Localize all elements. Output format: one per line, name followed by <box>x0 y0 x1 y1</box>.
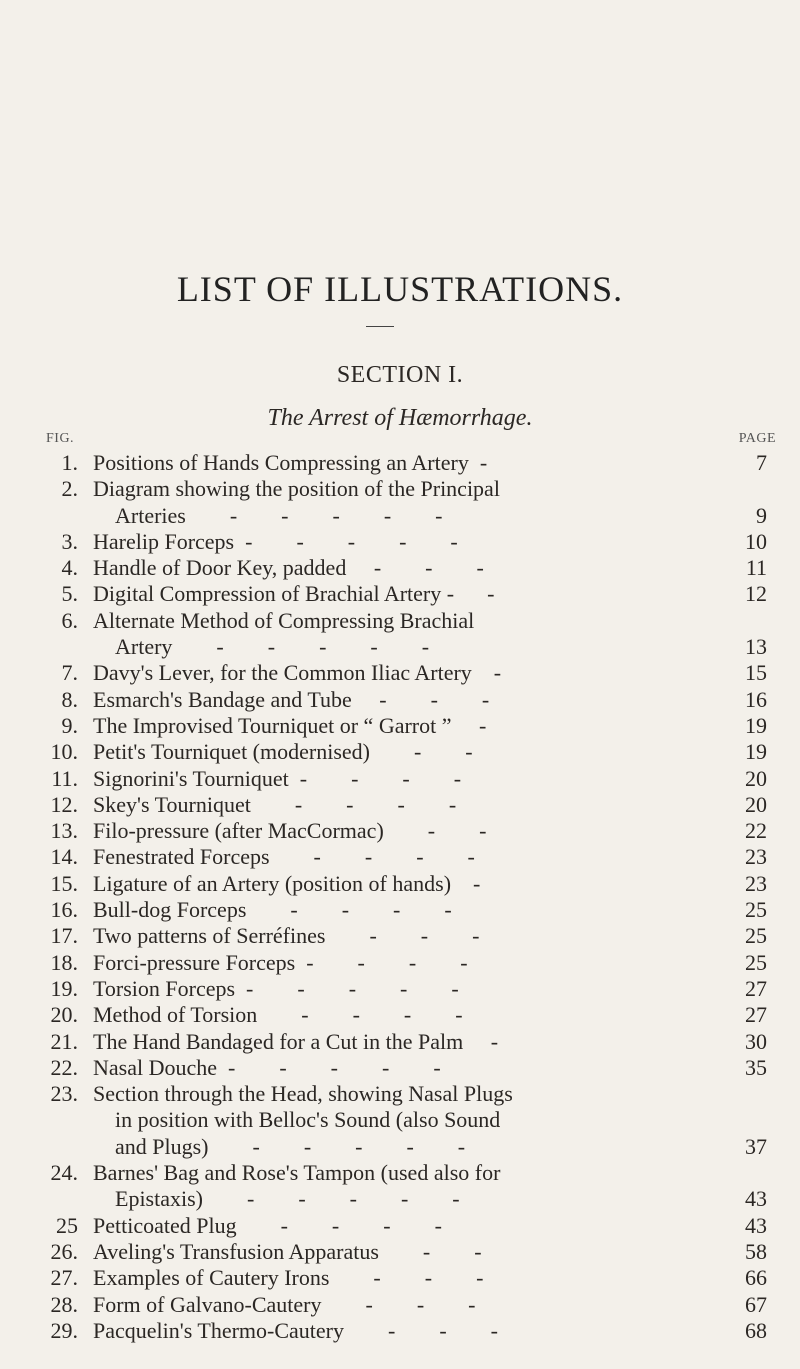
page-number: 68 <box>745 1317 767 1343</box>
list-item <box>0 476 800 529</box>
divider-rule <box>366 326 394 327</box>
list-item <box>0 1055 800 1081</box>
figure-number: 13. <box>50 818 78 844</box>
list-item <box>0 766 800 792</box>
figure-number: 8. <box>61 686 78 712</box>
figure-title-line: Form of Galvano-Cautery - - - <box>93 1291 476 1317</box>
list-item <box>0 1318 800 1344</box>
list-item <box>0 818 800 844</box>
figure-number: 25 <box>56 1212 78 1238</box>
figure-number: 1. <box>61 450 78 475</box>
page-number: 66 <box>745 1265 767 1291</box>
figure-number: 11. <box>51 765 78 791</box>
figure-number: 4. <box>61 555 78 581</box>
section-heading: SECTION I. <box>336 362 464 388</box>
page-number: 58 <box>745 1238 767 1264</box>
figure-number: 14. <box>50 844 78 870</box>
figure-title-line: Examples of Cautery Irons - - - <box>93 1265 484 1291</box>
list-item <box>0 1002 800 1028</box>
fig-column-header: FIG. <box>46 431 75 446</box>
figure-title-line: Handle of Door Key, padded - - - <box>93 555 484 581</box>
list-item <box>0 1029 800 1055</box>
list-item <box>0 1160 800 1213</box>
figure-title-line: Pacquelin's Thermo-Cautery - - - <box>93 1317 498 1343</box>
figure-number: 28. <box>50 1291 78 1317</box>
figure-number: 18. <box>50 949 78 975</box>
page-number: 22 <box>745 818 767 844</box>
figure-title-line: Bull-dog Forceps - - - - <box>93 897 452 923</box>
figure-title-line: The Hand Bandaged for a Cut in the Palm - <box>93 1028 499 1054</box>
page-number: 37 <box>745 1133 767 1159</box>
figure-title-line: Skey's Tourniquet - - - - <box>93 791 457 817</box>
list-item <box>0 1239 800 1265</box>
page-number: 30 <box>745 1028 767 1054</box>
page-number: 35 <box>745 1054 767 1080</box>
page-number: 7 <box>756 450 767 475</box>
figure-number: 10. <box>50 739 78 765</box>
page-number: 13 <box>745 634 767 660</box>
list-item <box>0 871 800 897</box>
figure-title-line: Two patterns of Serréfines - - - <box>93 923 480 949</box>
list-item <box>0 739 800 765</box>
figure-number: 7. <box>61 660 78 686</box>
page-number: 23 <box>745 870 767 896</box>
page-number: 19 <box>745 712 767 738</box>
figure-title-line: Digital Compression of Brachial Artery - - <box>93 581 495 607</box>
page-number: 67 <box>745 1291 767 1317</box>
list-item <box>0 897 800 923</box>
list-item <box>0 923 800 949</box>
list-item <box>0 1265 800 1291</box>
figure-title-line: in position with Belloc's Sound (also Sound <box>115 1107 501 1133</box>
figure-title-line: Fenestrated Forceps - - - - <box>93 844 475 870</box>
figure-title-line: Epistaxis) - - - - - <box>115 1186 460 1212</box>
figure-number: 15. <box>50 870 78 896</box>
page-number: 25 <box>745 897 767 923</box>
figure-title-line: Torsion Forceps - - - - - <box>93 975 459 1001</box>
figure-number: 3. <box>61 528 78 554</box>
figure-number: 22. <box>50 1054 78 1080</box>
figure-title-line: Filo-pressure (after MacCormac) - - <box>93 818 487 844</box>
figure-number: 9. <box>61 712 78 738</box>
figure-title-line: Diagram showing the position of the Principal <box>93 476 500 502</box>
list-item <box>0 529 800 555</box>
figure-title-line: Section through the Head, showing Nasal Plugs <box>93 1081 513 1107</box>
list-item <box>0 660 800 686</box>
figure-number: 16. <box>50 897 78 923</box>
list-item <box>0 844 800 870</box>
list-item <box>0 608 800 661</box>
figure-number: 2. <box>61 476 78 502</box>
figure-title-line: Arteries - - - - - <box>115 502 443 528</box>
figure-title-line: Signorini's Tourniquet - - - - <box>93 765 462 791</box>
list-item <box>0 555 800 581</box>
page-number: 43 <box>745 1212 767 1238</box>
page-number: 10 <box>745 528 767 554</box>
page-number: 25 <box>745 923 767 949</box>
figure-number: 12. <box>50 791 78 817</box>
figure-title-line: Method of Torsion - - - - <box>93 1002 463 1028</box>
list-item <box>0 581 800 607</box>
figure-title-line: Petit's Tourniquet (modernised) - - <box>93 739 473 765</box>
page-number: 20 <box>745 765 767 791</box>
figure-number: 29. <box>50 1317 78 1343</box>
figure-title-line: Harelip Forceps - - - - - <box>93 528 458 554</box>
figure-title-line: Aveling's Transfusion Apparatus - - <box>93 1238 482 1264</box>
figure-title-line: Alternate Method of Compressing Brachial <box>93 607 475 633</box>
figure-number: 23. <box>50 1081 78 1107</box>
figure-title-line: and Plugs) - - - - - <box>115 1133 466 1159</box>
figure-title-line: Positions of Hands Compressing an Artery - <box>93 450 488 475</box>
page-number: 43 <box>745 1186 767 1212</box>
list-item <box>0 792 800 818</box>
page-number: 12 <box>745 581 767 607</box>
page-column-header: PAGE <box>738 431 776 446</box>
list-item <box>0 713 800 739</box>
list-item <box>0 1213 800 1239</box>
page-number: 19 <box>745 739 767 765</box>
section-subtitle: The Arrest of Hæmorrhage. <box>267 405 533 431</box>
figure-number: 17. <box>50 923 78 949</box>
page-number: 15 <box>745 660 767 686</box>
page-number: 23 <box>745 844 767 870</box>
figure-title-line: Forci-pressure Forceps - - - - <box>93 949 468 975</box>
list-item <box>0 687 800 713</box>
page-number: 16 <box>745 686 767 712</box>
page-title: LIST OF ILLUSTRATIONS. <box>176 269 624 309</box>
figure-number: 19. <box>50 975 78 1001</box>
figure-title-line: The Improvised Tourniquet or “ Garrot ” - <box>93 712 487 738</box>
figure-number: 5. <box>61 581 78 607</box>
page-number: 20 <box>745 791 767 817</box>
list-item <box>0 450 800 476</box>
figure-title-line: Esmarch's Bandage and Tube - - - <box>93 686 490 712</box>
figure-title-line: Artery - - - - - <box>115 634 430 660</box>
figure-number: 6. <box>61 607 78 633</box>
list-item <box>0 950 800 976</box>
page-number: 27 <box>745 975 767 1001</box>
page-number: 25 <box>745 949 767 975</box>
list-item <box>0 1081 800 1160</box>
list-item <box>0 976 800 1002</box>
page-number: 11 <box>745 555 767 581</box>
figure-title-line: Davy's Lever, for the Common Iliac Artery - <box>93 660 502 686</box>
list-item <box>0 1292 800 1318</box>
figure-number: 24. <box>50 1160 78 1186</box>
figure-number: 21. <box>50 1028 78 1054</box>
figure-number: 26. <box>50 1238 78 1264</box>
page-number: 9 <box>756 502 767 528</box>
figure-title-line: Ligature of an Artery (position of hands) - <box>93 870 481 896</box>
figure-title-line: Nasal Douche - - - - - <box>93 1054 441 1080</box>
figure-number: 20. <box>50 1002 78 1028</box>
page-number: 27 <box>745 1002 767 1028</box>
figure-title-line: Petticoated Plug - - - - <box>93 1212 442 1238</box>
figure-number: 27. <box>50 1265 78 1291</box>
illustrations-list <box>0 450 800 1344</box>
figure-title-line: Barnes' Bag and Rose's Tampon (used also for <box>93 1160 501 1186</box>
